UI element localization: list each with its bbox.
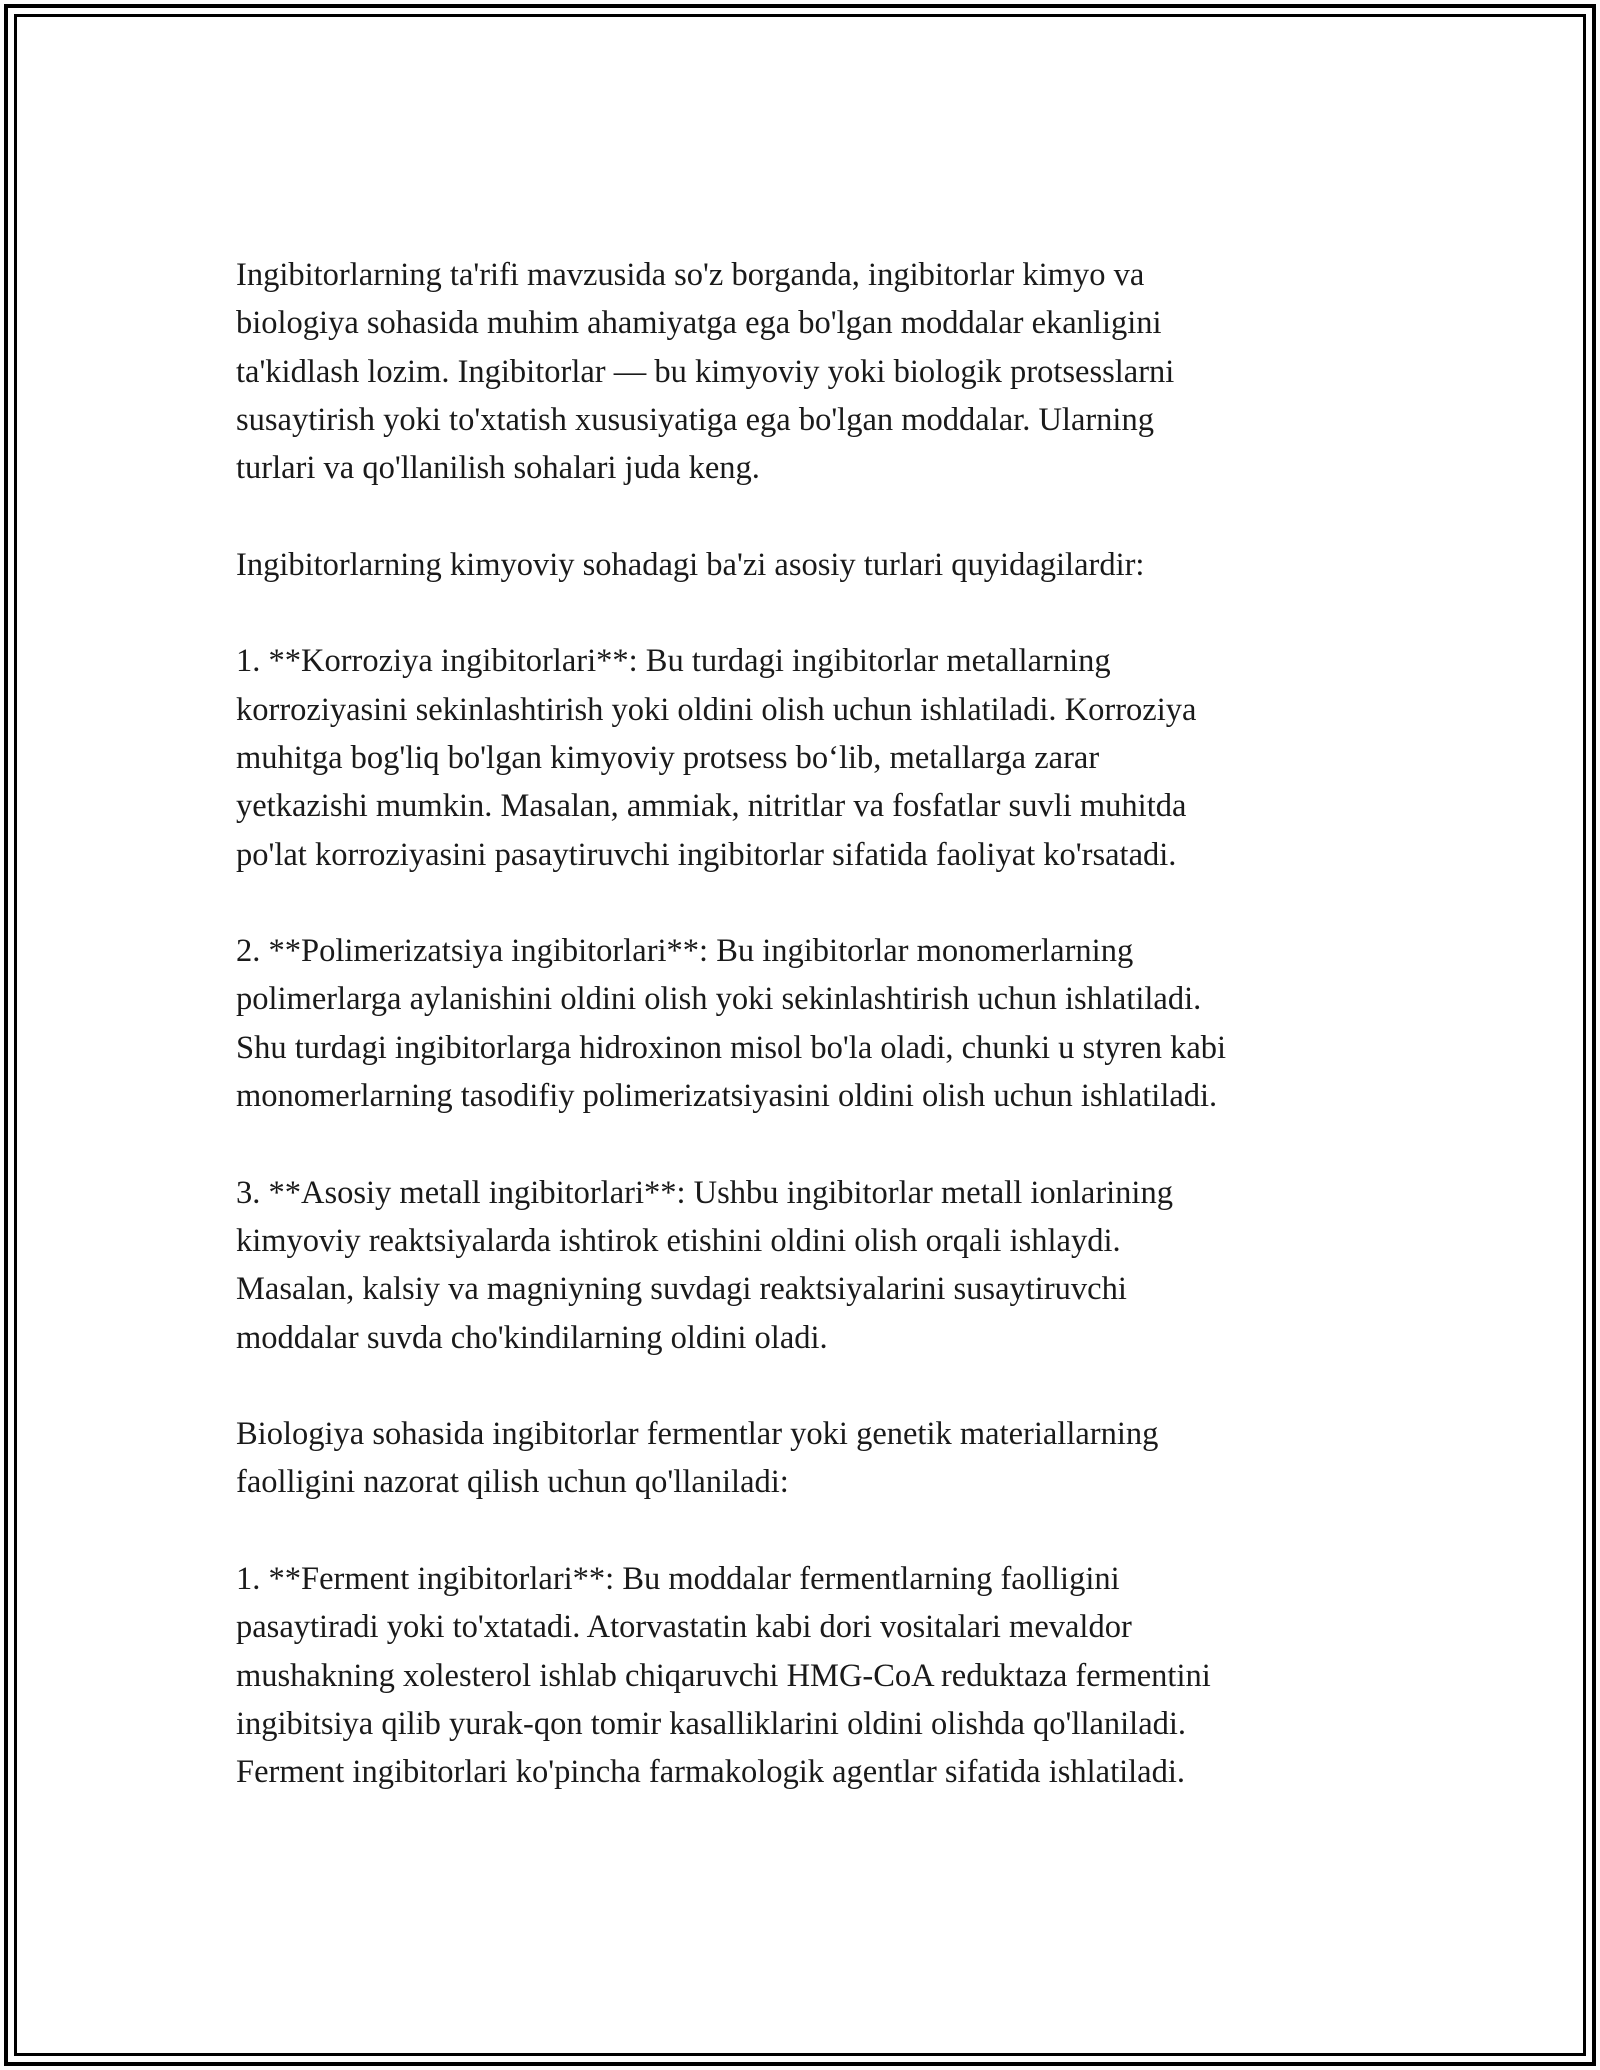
biology-heading: Biologiya sohasida ingibitorlar fermentlar yoki genetik materiallarning faolligini nazorat qilish uchun qo'llaniladi: xyxy=(236,1416,1159,1501)
chemical-types-heading: Ingibitorlarning kimyoviy sohadagi ba'zi asosiy turlari quyidagilardir: xyxy=(236,546,1145,583)
list-item-corrosion-inhibitors: 1. **Korroziya ingibitorlari**: Bu turdagi ingibitorlar metallarning korroziyasini sekinlashtirish yoki oldini olish uchun ishlatiladi. Korroziya muhitga bog'liq bo'lgan kimyoviy protsess bo‘lib, metallarga zarar yetkazishi mumkin. Masalan, ammiak, nitritlar va fosfatlar suvli muhitda po'lat korroziyasini pasaytiruvchi ingibitorlar sifatida faoliyat ko'rsatadi. xyxy=(236,643,1197,873)
list-item-polymerization-inhibitors: 2. **Polimerizatsiya ingibitorlari**: Bu ingibitorlar monomerlarning polimerlarga aylanishini oldini olish yoki sekinlashtirish uchun ishlatiladi. Shu turdagi ingibitorlarga hidroxinon misol bo'la oladi, chunki u styren kabi monomerlarning tasodifiy polimerizatsiyasini oldini olish uchun ishlatiladi. xyxy=(236,933,1227,1115)
intro-paragraph: Ingibitorlarning ta'rifi mavzusida so'z borganda, ingibitorlar kimyo va biologiya sohasida muhim ahamiyatga ega bo'lgan moddalar ekanligini ta'kidlash lozim. Ingibitorlar — bu kimyoviy yoki biologik protsesslarni susaytirish yoki to'xtatish xususiyatiga ega bo'lgan moddalar. Ularning turlari va qo'llanilish sohalari juda keng. xyxy=(236,257,1175,487)
list-item-metal-inhibitors: 3. **Asosiy metall ingibitorlari**: Ushbu ingibitorlar metall ionlarining kimyoviy reaktsiyalarda ishtirok etishini oldini olish orqali ishlaydi. Masalan, kalsiy va magniyning suvdagi reaktsiyalarini susaytiruvchi moddalar suvda cho'kindilarning oldini oladi. xyxy=(236,1174,1173,1356)
list-item-enzyme-inhibitors: 1. **Ferment ingibitorlari**: Bu moddalar fermentlarning faolligini pasaytiradi yoki to'xtatadi. Atorvastatin kabi dori vositalari mevaldor mushakning xolesterol ishlab chiqaruvchi HMG-CoA reduktaza fermentini ingibitsiya qilib yurak-qon tomir kasalliklarini oldini olishda qo'llaniladi. Ferment ingibitorlari ko'pincha farmakologik agentlar sifatida ishlatiladi. xyxy=(236,1561,1211,1791)
document-body xyxy=(236,251,1366,1797)
